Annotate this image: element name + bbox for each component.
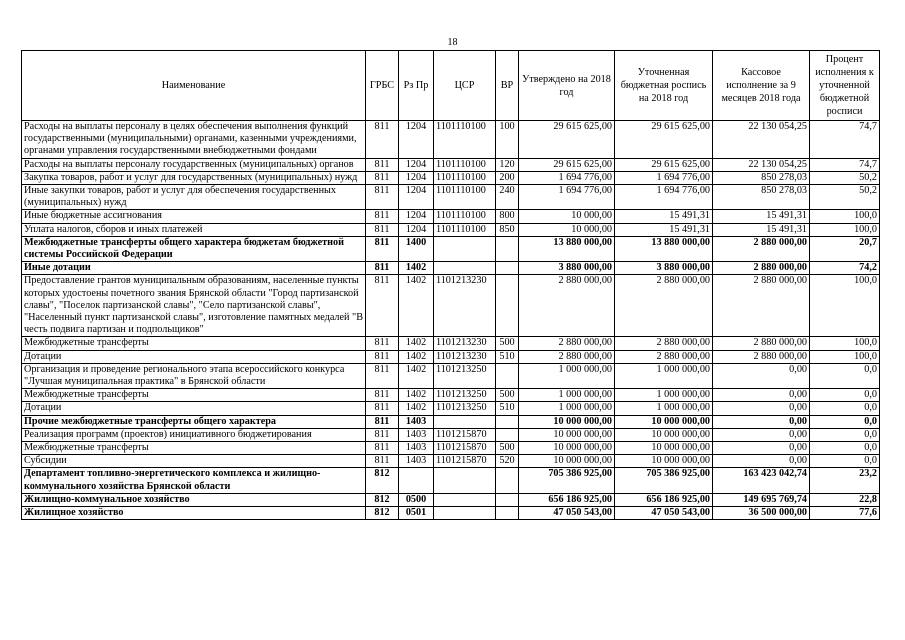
table-row <box>22 415 880 428</box>
table-row <box>22 171 880 184</box>
row-percent-cell: 50,2 <box>810 171 880 184</box>
row-csr-cell: 1101215870 <box>434 455 496 468</box>
row-cash-cell: 0,00 <box>713 415 810 428</box>
row-approved-cell: 1 694 776,00 <box>519 185 615 210</box>
table-row <box>22 121 880 159</box>
row-csr-cell: 1101110100 <box>434 210 496 223</box>
row-grbs-cell: 811 <box>366 442 399 455</box>
row-name-cell: Жилищное хозяйство <box>22 507 366 520</box>
row-cash-cell: 36 500 000,00 <box>713 507 810 520</box>
row-name-cell: Предоставление грантов муниципальным образованиям, населенные пункты которых удостоены почетного звания Брянской области "Город партизанской славы", "Поселок партизанской славы", "Село партизанской славы", "Населенный пункт партизанской славы", изготовление памятных медалей "В честь подвига партизан и подпольщиков" <box>22 275 366 337</box>
row-rzpr-cell <box>399 468 434 493</box>
row-csr-cell <box>434 262 496 275</box>
row-grbs-cell: 811 <box>366 428 399 441</box>
header-grbs: ГРБС <box>366 51 399 121</box>
row-vr-cell <box>496 507 519 520</box>
row-refined-cell: 1 000 000,00 <box>615 402 713 415</box>
row-percent-cell: 100,0 <box>810 337 880 350</box>
row-grbs-cell: 811 <box>366 210 399 223</box>
row-cash-cell: 850 278,03 <box>713 171 810 184</box>
row-vr-cell: 510 <box>496 402 519 415</box>
row-refined-cell: 10 000 000,00 <box>615 415 713 428</box>
row-vr-cell: 520 <box>496 455 519 468</box>
row-cash-cell: 22 130 054,25 <box>713 121 810 159</box>
row-cash-cell: 2 880 000,00 <box>713 262 810 275</box>
row-percent-cell: 23,2 <box>810 468 880 493</box>
row-grbs-cell: 812 <box>366 468 399 493</box>
row-percent-cell: 0,0 <box>810 363 880 388</box>
header-cash: Кассовое исполнение за 9 месяцев 2018 года <box>713 51 810 121</box>
row-approved-cell: 3 880 000,00 <box>519 262 615 275</box>
row-grbs-cell: 811 <box>366 275 399 337</box>
row-rzpr-cell: 1403 <box>399 428 434 441</box>
row-rzpr-cell: 1402 <box>399 275 434 337</box>
row-grbs-cell: 811 <box>366 262 399 275</box>
row-name-cell: Иные бюджетные ассигнования <box>22 210 366 223</box>
row-csr-cell: 1101213230 <box>434 350 496 363</box>
row-percent-cell: 22,8 <box>810 493 880 506</box>
row-grbs-cell: 811 <box>366 158 399 171</box>
row-cash-cell: 2 880 000,00 <box>713 275 810 337</box>
row-name-cell: Закупка товаров, работ и услуг для государственных (муниципальных) нужд <box>22 171 366 184</box>
row-csr-cell <box>434 507 496 520</box>
row-vr-cell: 100 <box>496 121 519 159</box>
row-cash-cell: 2 880 000,00 <box>713 236 810 261</box>
table-row <box>22 223 880 236</box>
row-name-cell: Дотации <box>22 402 366 415</box>
row-rzpr-cell: 1402 <box>399 350 434 363</box>
row-name-cell: Уплата налогов, сборов и иных платежей <box>22 223 366 236</box>
row-name-cell: Межбюджетные трансферты общего характера бюджетам бюджетной системы Российской Федерации <box>22 236 366 261</box>
row-grbs-cell: 812 <box>366 507 399 520</box>
row-vr-cell <box>496 468 519 493</box>
row-refined-cell: 10 000 000,00 <box>615 455 713 468</box>
row-vr-cell <box>496 262 519 275</box>
row-percent-cell: 100,0 <box>810 210 880 223</box>
header-refined: Уточненная бюджетная роспись на 2018 год <box>615 51 713 121</box>
row-name-cell: Организация и проведение регионального этапа всероссийского конкурса "Лучшая муниципальная практика" в Брянской области <box>22 363 366 388</box>
row-rzpr-cell: 1403 <box>399 415 434 428</box>
row-cash-cell: 0,00 <box>713 442 810 455</box>
row-grbs-cell: 811 <box>366 402 399 415</box>
row-approved-cell: 1 694 776,00 <box>519 171 615 184</box>
row-refined-cell: 29 615 625,00 <box>615 121 713 159</box>
row-approved-cell: 10 000 000,00 <box>519 428 615 441</box>
row-refined-cell: 15 491,31 <box>615 223 713 236</box>
table-row <box>22 210 880 223</box>
row-percent-cell: 77,6 <box>810 507 880 520</box>
row-refined-cell: 15 491,31 <box>615 210 713 223</box>
row-rzpr-cell: 1402 <box>399 337 434 350</box>
row-approved-cell: 13 880 000,00 <box>519 236 615 261</box>
row-name-cell: Субсидии <box>22 455 366 468</box>
row-approved-cell: 29 615 625,00 <box>519 121 615 159</box>
row-approved-cell: 1 000 000,00 <box>519 363 615 388</box>
row-vr-cell: 510 <box>496 350 519 363</box>
row-percent-cell: 74,7 <box>810 158 880 171</box>
row-percent-cell: 50,2 <box>810 185 880 210</box>
row-refined-cell: 1 694 776,00 <box>615 185 713 210</box>
row-percent-cell: 74,2 <box>810 262 880 275</box>
row-refined-cell: 47 050 543,00 <box>615 507 713 520</box>
row-name-cell: Жилищно-коммунальное хозяйство <box>22 493 366 506</box>
row-cash-cell: 0,00 <box>713 455 810 468</box>
row-name-cell: Реализация программ (проектов) инициативного бюджетирования <box>22 428 366 441</box>
row-cash-cell: 15 491,31 <box>713 223 810 236</box>
row-percent-cell: 0,0 <box>810 442 880 455</box>
header-row <box>22 51 880 121</box>
row-percent-cell: 0,0 <box>810 415 880 428</box>
row-approved-cell: 10 000 000,00 <box>519 442 615 455</box>
row-percent-cell: 0,0 <box>810 455 880 468</box>
row-vr-cell <box>496 415 519 428</box>
row-vr-cell: 500 <box>496 337 519 350</box>
row-rzpr-cell: 1204 <box>399 223 434 236</box>
row-refined-cell: 10 000 000,00 <box>615 428 713 441</box>
row-csr-cell: 1101110100 <box>434 121 496 159</box>
row-rzpr-cell: 1403 <box>399 455 434 468</box>
row-csr-cell <box>434 415 496 428</box>
table-row <box>22 350 880 363</box>
row-refined-cell: 2 880 000,00 <box>615 350 713 363</box>
row-percent-cell: 0,0 <box>810 402 880 415</box>
row-csr-cell: 1101110100 <box>434 185 496 210</box>
row-approved-cell: 10 000,00 <box>519 210 615 223</box>
row-csr-cell: 1101213230 <box>434 337 496 350</box>
row-refined-cell: 13 880 000,00 <box>615 236 713 261</box>
row-csr-cell: 1101213250 <box>434 363 496 388</box>
row-percent-cell: 20,7 <box>810 236 880 261</box>
row-approved-cell: 705 386 925,00 <box>519 468 615 493</box>
row-name-cell: Дотации <box>22 350 366 363</box>
table-row <box>22 389 880 402</box>
row-rzpr-cell: 1402 <box>399 262 434 275</box>
row-rzpr-cell: 1402 <box>399 402 434 415</box>
row-vr-cell: 850 <box>496 223 519 236</box>
row-name-cell: Расходы на выплаты персоналу в целях обеспечения выполнения функций государственными (муниципальными) органами, казенными учреждениями, органами управления государственными внебюджетными фондами <box>22 121 366 159</box>
row-csr-cell: 1101215870 <box>434 442 496 455</box>
row-approved-cell: 2 880 000,00 <box>519 275 615 337</box>
row-refined-cell: 656 186 925,00 <box>615 493 713 506</box>
row-approved-cell: 47 050 543,00 <box>519 507 615 520</box>
row-percent-cell: 100,0 <box>810 350 880 363</box>
row-rzpr-cell: 1204 <box>399 210 434 223</box>
row-csr-cell: 1101110100 <box>434 171 496 184</box>
row-percent-cell: 0,0 <box>810 428 880 441</box>
row-cash-cell: 0,00 <box>713 389 810 402</box>
table-row <box>22 363 880 388</box>
row-grbs-cell: 811 <box>366 185 399 210</box>
row-approved-cell: 2 880 000,00 <box>519 350 615 363</box>
table-row <box>22 402 880 415</box>
row-csr-cell <box>434 493 496 506</box>
header-rzpr: Рз Пр <box>399 51 434 121</box>
header-vr: ВР <box>496 51 519 121</box>
row-name-cell: Прочие межбюджетные трансферты общего характера <box>22 415 366 428</box>
row-csr-cell <box>434 236 496 261</box>
row-vr-cell: 120 <box>496 158 519 171</box>
row-grbs-cell: 811 <box>366 455 399 468</box>
row-rzpr-cell: 0500 <box>399 493 434 506</box>
row-grbs-cell: 811 <box>366 363 399 388</box>
table-row <box>22 455 880 468</box>
row-approved-cell: 29 615 625,00 <box>519 158 615 171</box>
header-name: Наименование <box>22 51 366 121</box>
row-refined-cell: 29 615 625,00 <box>615 158 713 171</box>
row-vr-cell: 200 <box>496 171 519 184</box>
header-approved: Утверждено на 2018 год <box>519 51 615 121</box>
row-name-cell: Иные дотации <box>22 262 366 275</box>
row-vr-cell: 800 <box>496 210 519 223</box>
row-approved-cell: 2 880 000,00 <box>519 337 615 350</box>
row-approved-cell: 656 186 925,00 <box>519 493 615 506</box>
row-rzpr-cell: 1204 <box>399 171 434 184</box>
row-cash-cell: 2 880 000,00 <box>713 350 810 363</box>
table-row <box>22 428 880 441</box>
page-number: 18 <box>447 37 458 48</box>
row-vr-cell: 500 <box>496 389 519 402</box>
row-rzpr-cell: 1204 <box>399 185 434 210</box>
row-percent-cell: 0,0 <box>810 389 880 402</box>
table-row <box>22 337 880 350</box>
row-grbs-cell: 811 <box>366 415 399 428</box>
row-rzpr-cell: 1402 <box>399 363 434 388</box>
row-refined-cell: 1 000 000,00 <box>615 389 713 402</box>
header-csr: ЦСР <box>434 51 496 121</box>
row-grbs-cell: 811 <box>366 223 399 236</box>
row-rzpr-cell: 1403 <box>399 442 434 455</box>
row-csr-cell: 1101215870 <box>434 428 496 441</box>
row-grbs-cell: 811 <box>366 350 399 363</box>
budget-table <box>21 50 880 520</box>
row-rzpr-cell: 1400 <box>399 236 434 261</box>
row-approved-cell: 10 000 000,00 <box>519 455 615 468</box>
row-cash-cell: 0,00 <box>713 428 810 441</box>
table-row <box>22 507 880 520</box>
row-rzpr-cell: 1402 <box>399 389 434 402</box>
row-percent-cell: 100,0 <box>810 275 880 337</box>
row-grbs-cell: 811 <box>366 337 399 350</box>
row-name-cell: Департамент топливно-энергетического комплекса и жилищно-коммунального хозяйства Брянской области <box>22 468 366 493</box>
row-name-cell: Межбюджетные трансферты <box>22 337 366 350</box>
table-row <box>22 185 880 210</box>
row-cash-cell: 2 880 000,00 <box>713 337 810 350</box>
row-cash-cell: 0,00 <box>713 402 810 415</box>
row-refined-cell: 705 386 925,00 <box>615 468 713 493</box>
row-rzpr-cell: 0501 <box>399 507 434 520</box>
row-name-cell: Расходы на выплаты персоналу государственных (муниципальных) органов <box>22 158 366 171</box>
row-cash-cell: 15 491,31 <box>713 210 810 223</box>
row-cash-cell: 0,00 <box>713 363 810 388</box>
table-row <box>22 468 880 493</box>
row-rzpr-cell: 1204 <box>399 158 434 171</box>
row-vr-cell <box>496 493 519 506</box>
row-vr-cell <box>496 275 519 337</box>
row-approved-cell: 1 000 000,00 <box>519 402 615 415</box>
row-vr-cell <box>496 363 519 388</box>
header-percent: Процент исполнения к уточненной бюджетной росписи <box>810 51 880 121</box>
row-approved-cell: 10 000 000,00 <box>519 415 615 428</box>
row-approved-cell: 1 000 000,00 <box>519 389 615 402</box>
table-row <box>22 262 880 275</box>
row-refined-cell: 1 000 000,00 <box>615 363 713 388</box>
row-csr-cell: 1101110100 <box>434 223 496 236</box>
row-grbs-cell: 811 <box>366 121 399 159</box>
table-row <box>22 236 880 261</box>
table-row <box>22 442 880 455</box>
row-rzpr-cell: 1204 <box>399 121 434 159</box>
row-percent-cell: 100,0 <box>810 223 880 236</box>
row-cash-cell: 850 278,03 <box>713 185 810 210</box>
row-csr-cell: 1101110100 <box>434 158 496 171</box>
table-row <box>22 158 880 171</box>
row-name-cell: Межбюджетные трансферты <box>22 442 366 455</box>
row-vr-cell: 500 <box>496 442 519 455</box>
row-csr-cell: 1101213250 <box>434 389 496 402</box>
row-grbs-cell: 811 <box>366 389 399 402</box>
row-grbs-cell: 811 <box>366 171 399 184</box>
row-name-cell: Межбюджетные трансферты <box>22 389 366 402</box>
row-name-cell: Иные закупки товаров, работ и услуг для обеспечения государственных (муниципальных) нужд <box>22 185 366 210</box>
row-refined-cell: 2 880 000,00 <box>615 337 713 350</box>
row-percent-cell: 74,7 <box>810 121 880 159</box>
row-refined-cell: 1 694 776,00 <box>615 171 713 184</box>
row-cash-cell: 22 130 054,25 <box>713 158 810 171</box>
row-refined-cell: 3 880 000,00 <box>615 262 713 275</box>
row-cash-cell: 163 423 042,74 <box>713 468 810 493</box>
row-grbs-cell: 811 <box>366 236 399 261</box>
row-approved-cell: 10 000,00 <box>519 223 615 236</box>
row-csr-cell: 1101213230 <box>434 275 496 337</box>
row-vr-cell: 240 <box>496 185 519 210</box>
row-refined-cell: 2 880 000,00 <box>615 275 713 337</box>
row-vr-cell <box>496 236 519 261</box>
row-csr-cell <box>434 468 496 493</box>
row-grbs-cell: 812 <box>366 493 399 506</box>
row-csr-cell: 1101213250 <box>434 402 496 415</box>
row-vr-cell <box>496 428 519 441</box>
table-row <box>22 275 880 337</box>
table-row <box>22 493 880 506</box>
row-cash-cell: 149 695 769,74 <box>713 493 810 506</box>
row-refined-cell: 10 000 000,00 <box>615 442 713 455</box>
